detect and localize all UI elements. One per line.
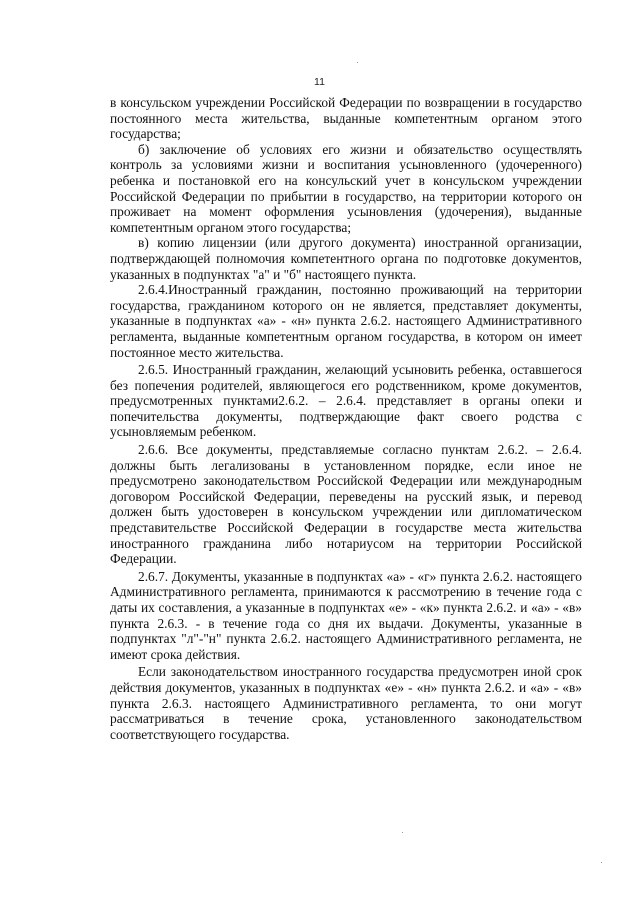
document-body [110, 95, 582, 742]
scan-speck [601, 862, 602, 863]
paragraph-2-6-4: 2.6.4.Иностранный гражданин, постоянно проживающий на территории государства, гражданином которого он не является, представляет документы, указанные в подпунктах «а» - «н» пункта 2.6.2. настоящего Административного регламента, выданные компетентным органом государства, в котором он имеет постоянное место жительства. [110, 282, 582, 360]
paragraph-2-6-6: 2.6.6. Все документы, представляемые согласно пунктам 2.6.2. – 2.6.4. должны быть легализованы в установленном порядке, если иное не предусмотрено законодательством Российской Федерации или международным договором Российской Федерации, переведены на русский язык, и перевод должен быть удостоверен в консульском учреждении или дипломатическом представительстве Российской Федерации в государстве места жительства иностранного гражданина либо нотариусом на территории Российской Федерации. [110, 442, 582, 567]
paragraph-item-v: в) копию лицензии (или другого документа) иностранной организации, подтверждающей полномочия компетентного органа по подготовке документов, указанных в подпунктах "а" и "б" настоящего пункта. [110, 235, 582, 282]
scan-speck [402, 832, 403, 833]
paragraph-item-b: б) заключение об условиях его жизни и обязательство осуществлять контроль за условиями жизни и воспитания усыновленного (удочеренного) ребенка и постановкой его на консульский учет в консульском учреждении Российской Федерации по прибытии в государство, на территории которого он проживает на момент оформления усыновления (удочерения), выданные компетентным органом этого государства; [110, 141, 582, 235]
scan-speck [357, 62, 358, 63]
paragraph-continuation: в консульском учреждении Российской Федерации по возвращении в государство постоянного места жительства, выданные компетентным органом этого государства; [110, 95, 582, 142]
page-number: 11 [314, 76, 325, 88]
paragraph-foreign-law: Если законодательством иностранного государства предусмотрен иной срок действия документов, указанных в подпунктах «е» - «н» пункта 2.6.2. и «а» - «в» пункта 2.6.3. настоящего Административного регламента, то они могут рассматриваться в течение срока, установленного законодательством соответствующего государства. [110, 664, 582, 742]
paragraph-2-6-5: 2.6.5. Иностранный гражданин, желающий усыновить ребенка, оставшегося без попечения родителей, являющегося его родственником, кроме документов, предусмотренных пунктами2.6.2. – 2.6.4. представляет в органы опеки и попечительства документы, подтверждающие факт своего родства с усыновляемым ребенком. [110, 362, 582, 440]
paragraph-2-6-7: 2.6.7. Документы, указанные в подпунктах «а» - «г» пункта 2.6.2. настоящего Административного регламента, принимаются к рассмотрению в течение года с даты их составления, а указанные в подпунктах «е» - «к» пункта 2.6.2. и «а» - «в» пункта 2.6.3. - в течение года со дня их выдачи. Документы, указанные в подпунктах "л"-"н" пункта 2.6.2. настоящего Административного регламента, не имеют срока действия. [110, 568, 582, 662]
